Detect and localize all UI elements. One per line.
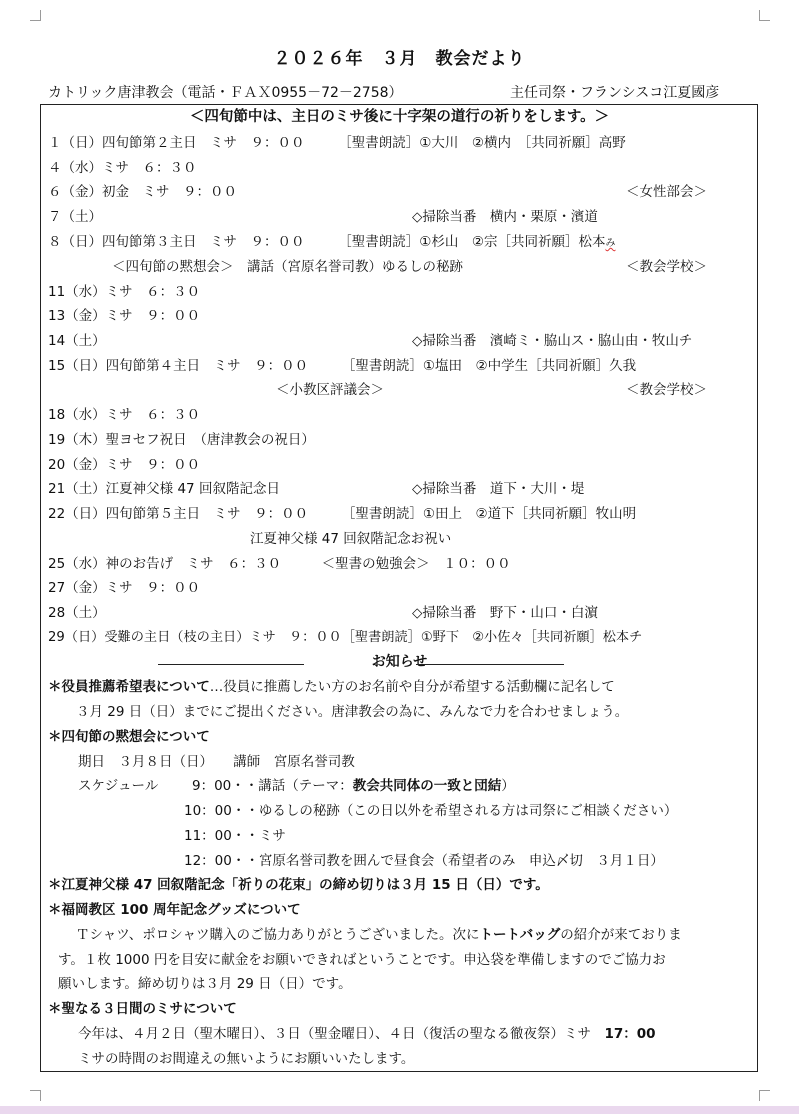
notice-diocese-goods-title: ＊福岡教区 100 周年記念グッズについて [48,902,301,918]
schedule-day-21-cleaning: ◇掃除当番 道下・大川・堤 [412,481,585,497]
schedule-day-6: ６（金）初金 ミサ ９：００ [48,184,237,200]
schedule-day-28: 28（土） [48,605,106,621]
notice-retreat-item-4: 12：00・・宮原名誉司教を囲んで昼食会（希望者のみ 申込〆切 ３月１日） [184,853,664,869]
lent-banner: ＜四旬節中は、主日のミサ後に十字架の道行の祈りをします。＞ [189,109,610,125]
notice-triduum-line-1: 今年は、４月２日（聖木曜日）、３日（聖金曜日）、４日（復活の聖なる徹夜祭）ミサ 17：00 [78,1026,656,1042]
notice-retreat-item-2: 10：00・・ゆるしの秘跡（この日以外を希望される方は司祭にご相談ください） [184,803,678,819]
schedule-day-8: ８（日）四旬節第３主日 ミサ ９：００ ［聖書朗読］①杉山 ②宗［共同祈願］松本み [48,234,616,250]
schedule-day-14: 14（土） [48,333,106,349]
schedule-day-8-retreat: ＜四旬節の黙想会＞ 講話（宮原名誉司教）ゆるしの秘跡 [112,259,463,275]
notice-retreat-schedule-label: スケジュール [78,778,159,794]
notice-retreat-item-1: 9：00・・講話（テーマ：教会共同体の一致と団結） [192,778,515,794]
church-contact: カトリック唐津教会（電話・ＦＡＸ0955－72－2758） [48,85,403,101]
notice-officer-nomination-detail: ３月 29 日（日）までにご提出ください。唐津教会の為に、みんなで力を合わせましょう。 [76,704,629,720]
crop-mark-bottom-right [759,1090,770,1101]
schedule-day-4: ４（水）ミサ ６：３０ [48,160,197,176]
page-bottom-edge [0,1106,799,1114]
notice-officer-nomination: ＊役員推薦希望表について…役員に推薦したい方のお名前や自分が希望する活動欄に記名して [48,679,615,695]
schedule-day-14-cleaning: ◇掃除当番 濱崎ミ・脇山ス・脇山由・牧山チ [412,333,693,349]
notice-retreat-title: ＊四旬節の黙想会について [48,729,210,745]
schedule-day-7-cleaning: ◇掃除当番 横内・栗原・濱道 [412,209,598,225]
schedule-day-27: 27（金）ミサ ９：００ [48,580,201,596]
schedule-day-6-event: ＜女性部会＞ [626,184,707,200]
schedule-day-15-council: ＜小教区評議会＞ [276,382,384,398]
schedule-day-29: 29（日）受難の主日（枝の主日）ミサ ９：００［聖書朗読］①野下 ②小佐々［共同祈願］松本チ [48,630,643,645]
notice-retreat-date: 期日 ３月８日（日） 講師 宮原名誉司教 [78,754,355,770]
notice-retreat-item-3: 11：00・・ミサ [184,828,286,844]
notice-diocese-goods-line-3: 願いします。締め切りは３月 29 日（日）です。 [58,976,352,992]
notice-diocese-goods-line-2: す。１枚 1000 円を目安に献金をお願いできればということです。申込袋を準備しますのでご協力お [58,952,666,968]
notice-triduum-title: ＊聖なる３日間のミサについて [48,1001,237,1017]
schedule-day-19: 19（木）聖ヨセフ祝日 （唐津教会の祝日） [48,432,315,448]
schedule-day-21: 21（土）江夏神父様 47 回叙階記念日 [48,481,280,497]
schedule-day-1: １（日）四旬節第２主日 ミサ ９：００ ［聖書朗読］①大川 ②横内 ［共同祈願］高野 [48,135,626,151]
schedule-day-7: ７（土） [48,209,102,225]
schedule-day-15: 15（日）四旬節第４主日 ミサ ９：００ ［聖書朗読］①塩田 ②中学生［共同祈願］久我 [48,358,637,374]
notices-rule-right [416,664,564,665]
schedule-day-18: 18（水）ミサ ６：３０ [48,407,201,423]
schedule-day-22: 22（日）四旬節第５主日 ミサ ９：００ ［聖書朗読］①田上 ②道下［共同祈願］牧山明 [48,506,637,522]
schedule-day-13: 13（金）ミサ ９：００ [48,308,201,324]
notice-prayer-bouquet: ＊江夏神父様 47 回叙階記念「祈りの花束」の締め切りは３月 15 日（日）です。 [48,877,549,893]
schedule-day-25: 25（水）神のお告げ ミサ ６：３０ ＜聖書の勉強会＞ １０：００ [48,556,511,572]
priest-name: 主任司祭・フランシスコ江夏國彦 [510,85,720,101]
schedule-day-11: 11（水）ミサ ６：３０ [48,284,201,300]
crop-mark-bottom-left [30,1090,41,1101]
schedule-day-22-celebration: 江夏神父様 47 回叙階記念お祝い [250,531,452,547]
schedule-day-15-event: ＜教会学校＞ [626,382,707,398]
page-title: ２０２６年 ３月 教会だより [273,49,526,69]
crop-mark-top-left [30,10,41,21]
schedule-day-28-cleaning: ◇掃除当番 野下・山口・白濵 [412,605,598,621]
notice-diocese-goods-line-1: Ｔシャツ、ポロシャツ購入のご協力ありがとうございました。次にトートバッグの紹介が来ておりま [76,927,682,943]
notices-heading: お知らせ [371,654,428,670]
crop-mark-top-right [759,10,770,21]
schedule-day-20: 20（金）ミサ ９：００ [48,457,201,473]
notice-triduum-line-2: ミサの時間のお間違えの無いようにお願いいたします。 [78,1051,415,1067]
schedule-day-8-event: ＜教会学校＞ [626,259,707,275]
